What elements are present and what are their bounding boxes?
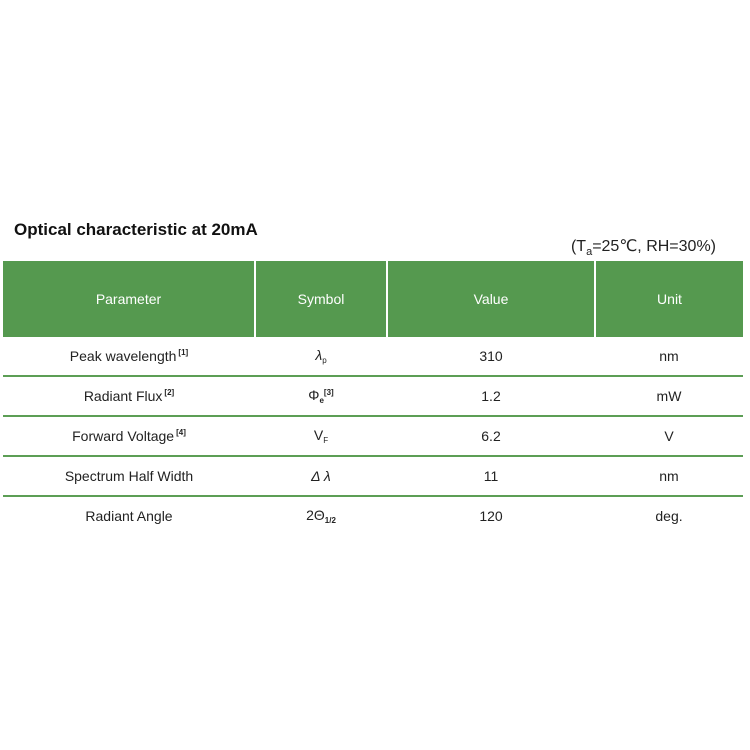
symbol-cell — [255, 416, 387, 456]
test-conditions — [571, 236, 716, 258]
value-cell: 6.2 — [387, 416, 595, 456]
table-row — [3, 456, 743, 496]
symbol-subscript: p — [322, 356, 327, 365]
parameter-cell — [3, 376, 255, 416]
symbol-subscript: 1/2 — [324, 516, 336, 525]
symbol-base: 2Θ — [306, 507, 325, 523]
symbol-base: Δ λ — [311, 468, 331, 484]
parameter-cell — [3, 337, 255, 376]
symbol-cell — [255, 337, 387, 376]
unit-cell: V — [595, 416, 743, 456]
value-cell: 120 — [479, 508, 503, 524]
parameter-cell — [3, 496, 255, 535]
table-row — [3, 376, 743, 416]
symbol-base: λ — [315, 347, 323, 363]
conditions-open: (T — [570, 238, 587, 255]
footnote-ref: [2] — [164, 388, 175, 397]
header-parameter: Parameter — [3, 261, 255, 337]
table-row — [3, 337, 743, 376]
unit-cell: mW — [595, 376, 743, 416]
optical-characteristics-table — [3, 261, 743, 535]
symbol-cell — [255, 496, 387, 535]
footnote-ref: [1] — [178, 348, 189, 357]
header-value: Value — [387, 261, 595, 337]
footnote-ref: [3] — [323, 388, 334, 397]
symbol-base: Φ — [308, 387, 320, 403]
symbol-cell — [255, 456, 387, 496]
symbol-cell — [255, 376, 387, 416]
header-symbol: Symbol — [255, 261, 387, 337]
conditions-rest: =25℃, RH=30%) — [592, 238, 716, 255]
parameter-name: Spectrum Half Width — [64, 468, 194, 484]
value-cell: 310 — [387, 337, 595, 376]
parameter-name: Radiant Angle — [85, 508, 173, 524]
symbol-subscript: e — [319, 396, 324, 405]
parameter-name: Radiant Flux — [83, 388, 163, 404]
section-title: Optical characteristic at 20mA — [14, 220, 258, 239]
parameter-cell — [3, 456, 255, 496]
symbol-base: V — [313, 427, 324, 443]
table-row — [3, 416, 743, 456]
symbol-subscript: F — [323, 436, 329, 445]
value-cell: 11 — [387, 456, 595, 496]
unit-cell: nm — [595, 456, 743, 496]
value-cell: 1.2 — [387, 376, 595, 416]
conditions-subscript: a — [586, 246, 593, 258]
parameter-name: Peak wavelength — [69, 348, 177, 364]
header-unit: Unit — [595, 261, 743, 337]
unit-cell: deg. — [655, 508, 683, 524]
unit-cell: nm — [595, 337, 743, 376]
parameter-cell — [3, 416, 255, 456]
table-row — [3, 496, 743, 535]
table-header-row — [3, 261, 743, 337]
footnote-ref: [4] — [176, 428, 186, 437]
parameter-name: Forward Voltage — [72, 428, 175, 444]
